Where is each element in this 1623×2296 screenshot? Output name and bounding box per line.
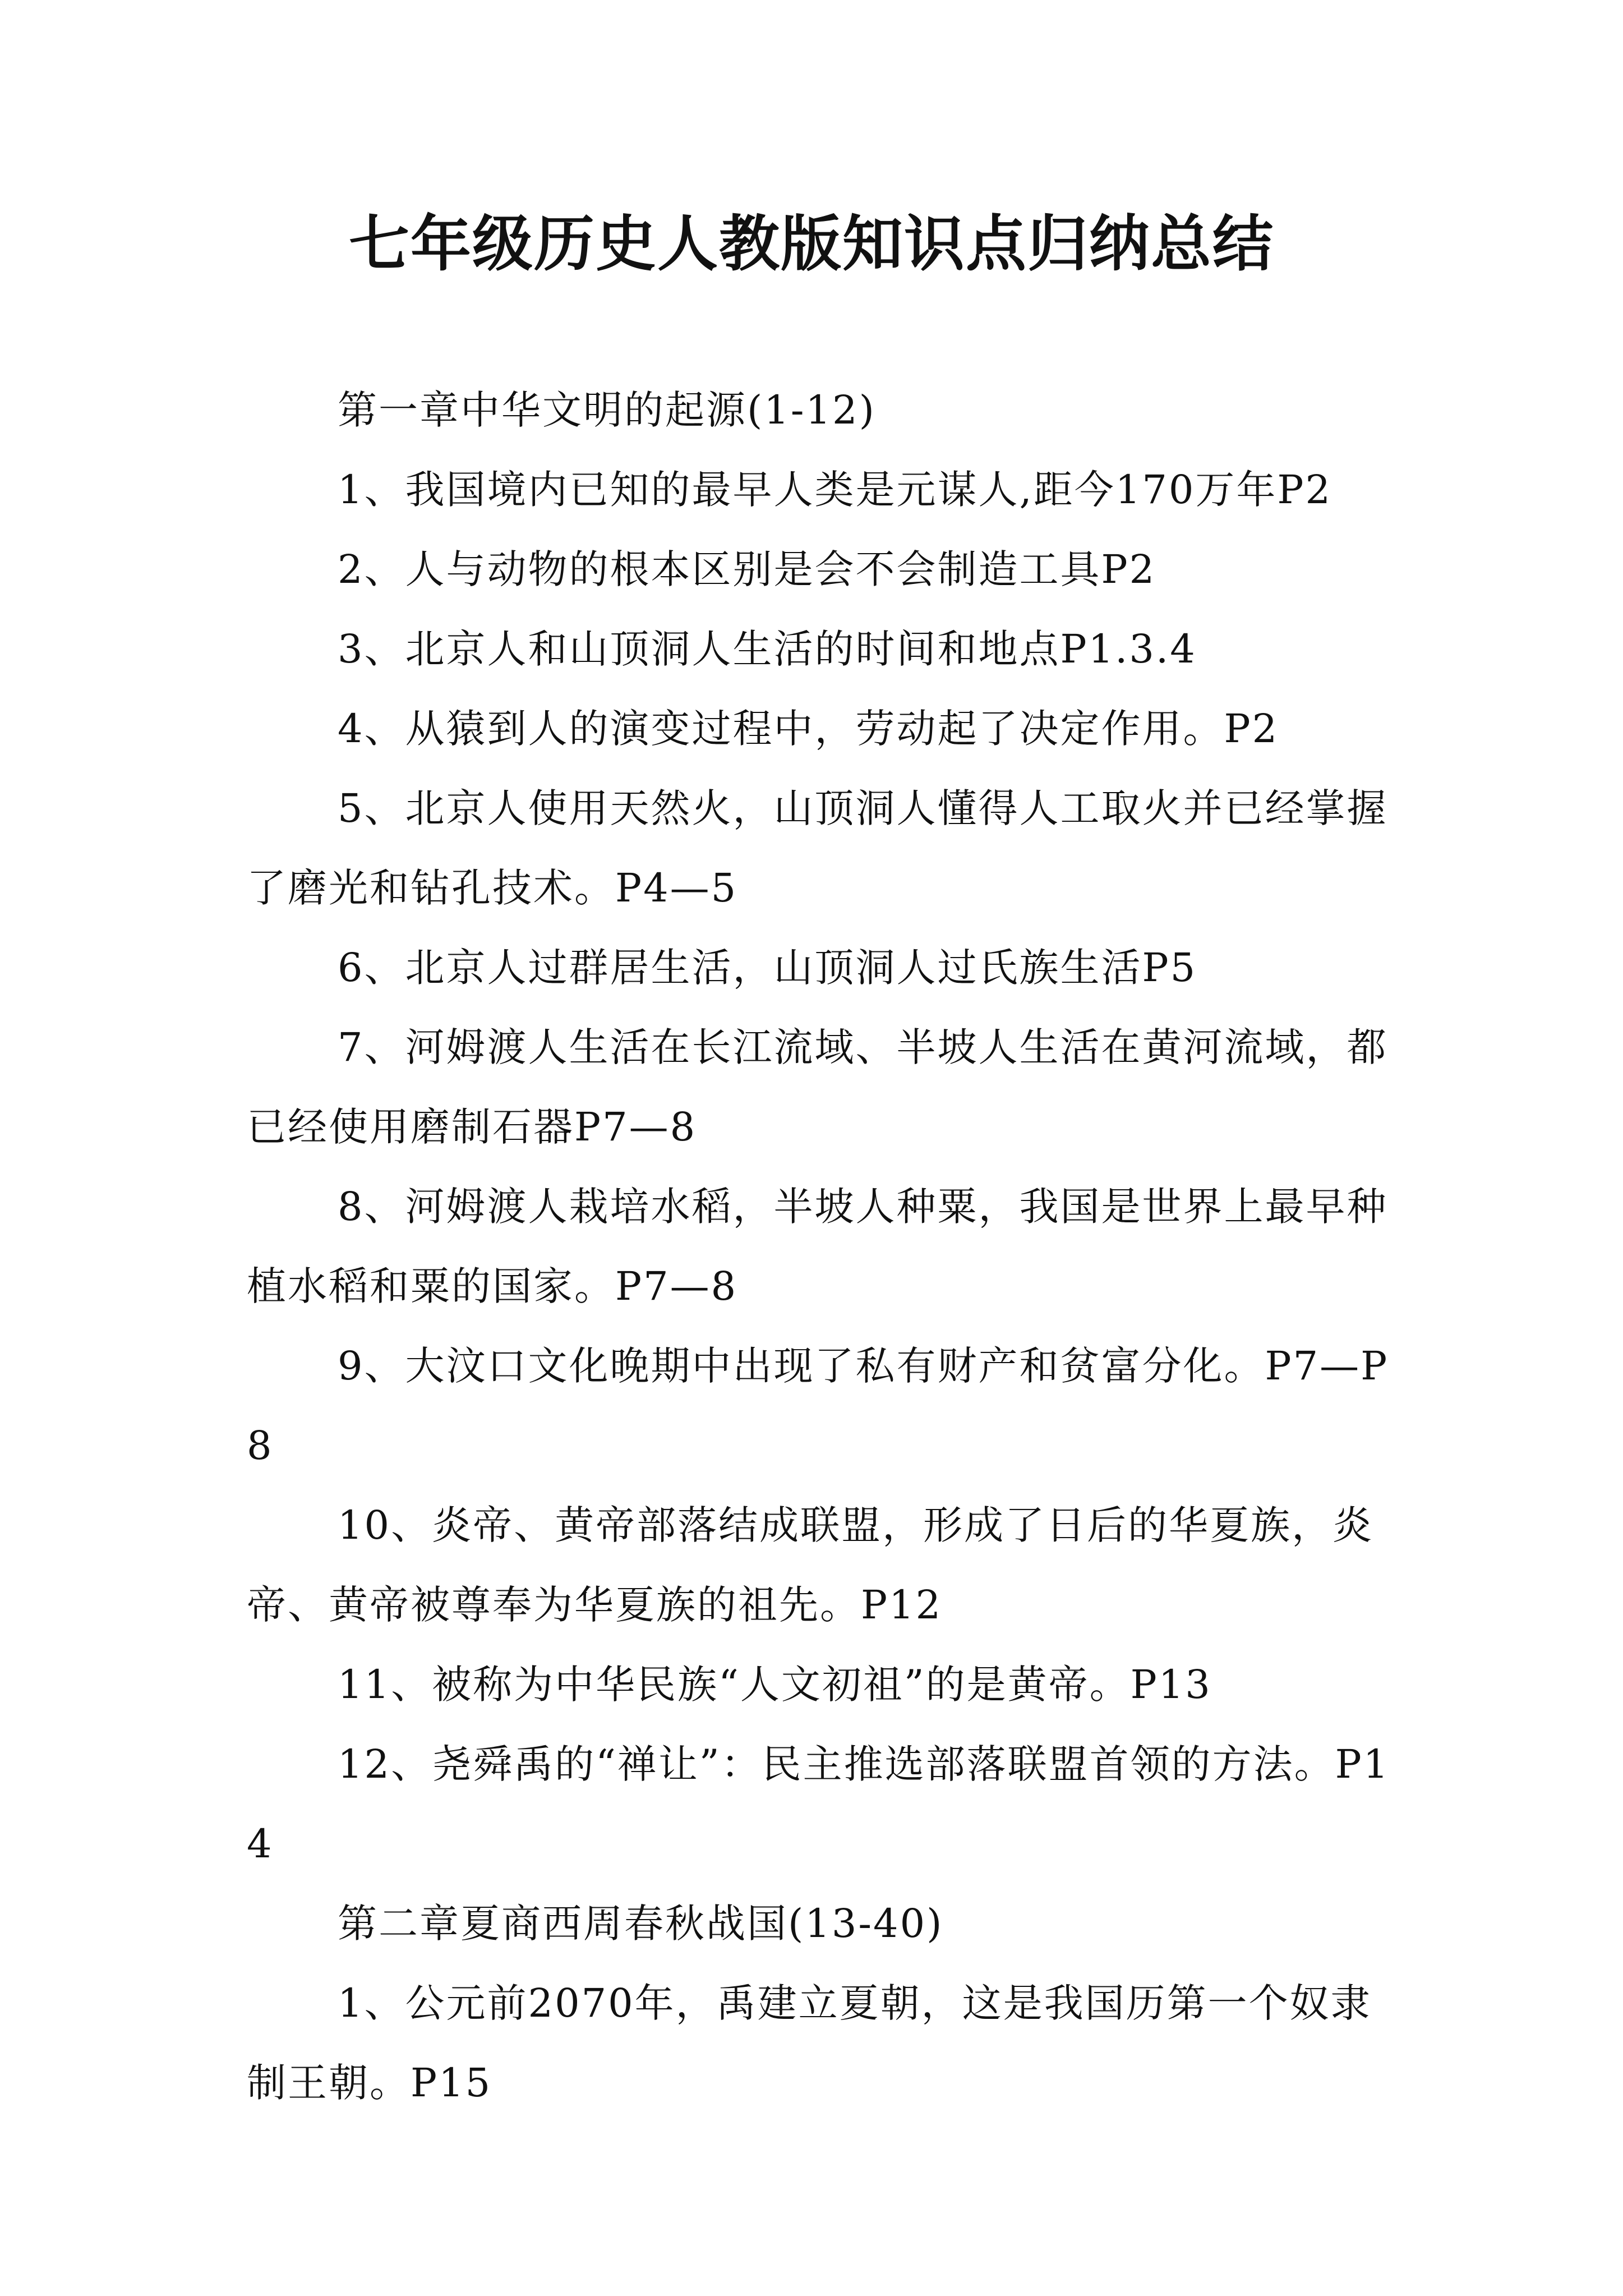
document-body bbox=[247, 370, 1391, 2123]
knowledge-point: 10、炎帝、黄帝部落结成联盟，形成了日后的华夏族，炎帝、黄帝被尊奉为华夏族的祖先。P12 bbox=[247, 1502, 1374, 1628]
knowledge-point: 5、北京人使用天然火，山顶洞人懂得人工取火并已经掌握了磨光和钻孔技术。P4—5 bbox=[247, 785, 1388, 911]
knowledge-point: 11、被称为中华民族“人文初祖”的是黄帝。P13 bbox=[338, 1662, 1212, 1708]
knowledge-point: 12、尧舜禹的“禅让”：民主推选部落联盟首领的方法。P14 bbox=[247, 1741, 1390, 1867]
knowledge-point: 7、河姆渡人生活在长江流域、半坡人生活在黄河流域，都已经使用磨制石器P7—8 bbox=[247, 1024, 1388, 1150]
knowledge-point: 9、大汶口文化晚期中出现了私有财产和贫富分化。P7—P8 bbox=[247, 1343, 1389, 1469]
knowledge-point: 6、北京人过群居生活，山顶洞人过氏族生活P5 bbox=[338, 945, 1197, 991]
chapter-heading-1: 第一章中华文明的起源(1-12) bbox=[338, 387, 876, 433]
knowledge-point: 3、北京人和山顶洞人生活的时间和地点P1.3.4 bbox=[338, 626, 1197, 672]
knowledge-point: 8、河姆渡人栽培水稻，半坡人种粟，我国是世界上最早种植水稻和粟的国家。P7—8 bbox=[247, 1184, 1388, 1309]
knowledge-point: 1、公元前2070年，禹建立夏朝，这是我国历第一个奴隶制王朝。P15 bbox=[247, 1980, 1372, 2106]
knowledge-point: 1、我国境内已知的最早人类是元谋人,距今170万年P2 bbox=[338, 467, 1332, 513]
knowledge-point: 4、从猿到人的演变过程中，劳动起了决定作用。P2 bbox=[338, 706, 1279, 752]
chapter-heading-2: 第二章夏商西周春秋战国(13-40) bbox=[338, 1901, 944, 1947]
document-title: 七年级历史人教版知识点归纳总结 bbox=[348, 209, 1274, 279]
knowledge-point: 2、人与动物的根本区别是会不会制造工具P2 bbox=[338, 546, 1156, 592]
